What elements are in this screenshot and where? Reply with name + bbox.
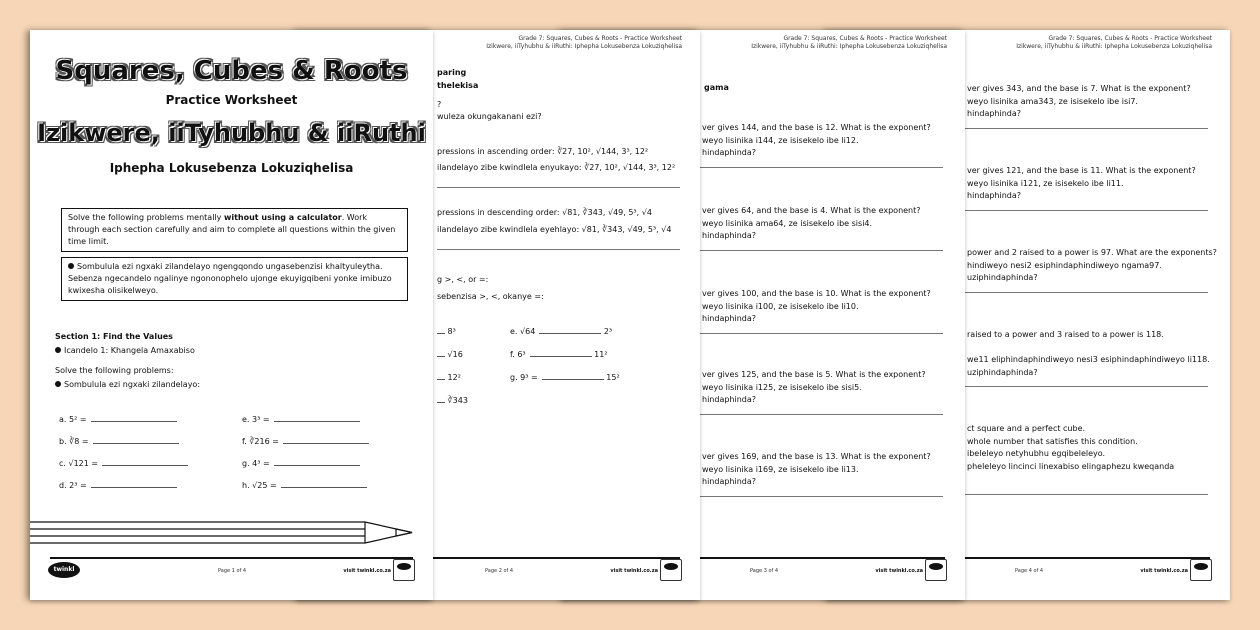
question-text: ver gives 125, and the base is 5. What is the exponent? (702, 370, 926, 379)
answer-blank[interactable] (437, 333, 445, 334)
answer-blank[interactable] (437, 402, 445, 403)
question-text: hindiweyo nesi2 esiphindaphindiweyo ngama97. (967, 260, 1162, 270)
visit-link[interactable]: visit twinkl.co.za (1140, 568, 1188, 574)
page-number: Page 3 of 4 (750, 568, 779, 574)
header-line: Izikwere, iiTyhubhu & iiRuthi: Iphepha Lokusebenza Lokuziqhelisa (1016, 43, 1212, 50)
problem-item (242, 437, 369, 446)
question-text: raised to a power and 3 raised to a power is 118. (967, 330, 1164, 339)
answer-blank[interactable] (91, 487, 177, 488)
question-text: pheleleyo lincinci linexabiso elingaphezu kweqanda (967, 461, 1175, 471)
question-text: ver gives 343, and the base is 7. What is the exponent? (967, 84, 1191, 93)
answer-blank[interactable] (539, 333, 601, 334)
compare-value: 15² (606, 373, 620, 382)
twinkl-logo: twinkl (48, 562, 80, 578)
question-text: uziphindaphinda? (967, 367, 1038, 377)
problem-item (59, 481, 177, 490)
page-header (751, 35, 947, 51)
section-title: Section 1: Find the Values (55, 332, 173, 341)
answer-line[interactable] (965, 210, 1208, 211)
question-text: hindaphinda? (702, 395, 757, 404)
worksheet-title-xh: Izikwere, iiTyhubhu & iiRuthi (37, 119, 426, 147)
page-number: Page 2 of 4 (485, 568, 514, 574)
page-number: Page 1 of 4 (218, 568, 247, 574)
question-text: hindaphinda? (702, 477, 757, 486)
answer-blank[interactable] (437, 356, 445, 357)
answer-blank[interactable] (274, 421, 360, 422)
question-text-xh: ilandelayo zibe kwindlela eyehlayo: √81, ∛343, √49, 5³, √4 (437, 225, 672, 234)
compare-expr: f. 6³ (510, 350, 526, 359)
answer-line[interactable] (700, 414, 943, 415)
answer-blank[interactable] (281, 487, 367, 488)
problem-item (242, 415, 360, 424)
question-text: hindaphinda? (702, 314, 757, 323)
compare-item (510, 373, 620, 382)
worksheet-page-1 (30, 30, 433, 600)
instructions-box-xh (61, 257, 408, 301)
question-text: pressions in descending order: √81, ∛343, √49, 5³, √4 (437, 208, 652, 217)
header-line: Izikwere, iiTyhubhu & iiRuthi: Iphepha Lokusebenza Lokuziqhelisa (751, 43, 947, 50)
problem-item (242, 459, 360, 468)
instruction: Solve the following problems: (55, 366, 174, 375)
section-heading: paring (437, 68, 467, 77)
answer-blank[interactable] (542, 379, 604, 380)
compare-expr: g. 9³ = (510, 373, 538, 382)
visit-link[interactable]: visit twinkl.co.za (610, 568, 658, 574)
footer-rule (50, 557, 413, 559)
page-number: Page 4 of 4 (1015, 568, 1044, 574)
question-text: hindaphinda? (967, 191, 1022, 200)
page-header (486, 35, 682, 51)
answer-blank[interactable] (91, 421, 177, 422)
question-text: hindaphinda? (967, 109, 1022, 118)
instruction-xh: sebenzisa >, <, okanye =: (437, 292, 544, 301)
question-text: ver gives 121, and the base is 11. What is the exponent? (967, 166, 1196, 175)
twinkl-badge-icon (1190, 559, 1212, 581)
answer-line[interactable] (700, 333, 943, 334)
question-text: weyo lisinika i100, ze isisekelo ibe li10. (702, 301, 859, 311)
answer-line[interactable] (965, 494, 1208, 495)
instructions-box (61, 208, 408, 252)
twinkl-badge-icon (925, 559, 947, 581)
compare-value: 2³ (603, 327, 613, 336)
question-text: ibeleleyo netyhubhu egqibeleleyo. (967, 449, 1106, 458)
worksheet-subtitle-xh: Iphepha Lokusebenza Lokuziqhelisa (109, 161, 354, 175)
question-text-xh: ilandelayo zibe kwindlela enyukayo: ∛27, 10², √144, 3³, 12² (437, 163, 676, 172)
answer-line[interactable] (965, 292, 1208, 293)
instruction-xh: Sombulula ezi ngxaki zilandelayo: (64, 380, 201, 389)
problem-text: d. 2³ = (59, 481, 87, 490)
pencil-icon (30, 521, 420, 545)
question-text: weyo lisinika ama64, ze isisekelo ibe sisi4. (702, 218, 873, 228)
answer-line[interactable] (700, 167, 943, 168)
question-text: ver gives 144, and the base is 12. What is the exponent? (702, 123, 931, 132)
answer-blank[interactable] (102, 465, 188, 466)
twinkl-badge-icon (660, 559, 682, 581)
question-text: weyo lisinika i121, ze isisekelo ibe li11. (967, 178, 1124, 188)
question-text: hindaphinda? (702, 148, 757, 157)
header-line: Grade 7: Squares, Cubes & Roots - Practice Worksheet (518, 35, 682, 42)
question-text: ver gives 64, and the base is 4. What is the exponent? (702, 206, 921, 215)
answer-line[interactable] (437, 249, 680, 250)
question-text: ver gives 169, and the base is 13. What is the exponent? (702, 452, 931, 461)
header-line: Grade 7: Squares, Cubes & Roots - Practice Worksheet (783, 35, 947, 42)
bullet-icon (68, 263, 74, 269)
compare-item (433, 327, 456, 336)
question-text: uziphindaphinda? (967, 273, 1038, 282)
worksheet-title: Squares, Cubes & Roots (55, 56, 408, 86)
question-text: pressions in ascending order: ∛27, 10², √144, 3³, 12² (437, 147, 649, 156)
problem-item (242, 481, 367, 490)
visit-link[interactable]: visit twinkl.co.za (343, 568, 391, 574)
bullet-icon (55, 347, 61, 353)
question-text: weyo lisinika i144, ze isisekelo ibe li12. (702, 135, 859, 145)
compare-item (433, 396, 468, 405)
problem-text: c. √121 = (59, 459, 99, 468)
compare-expr: e. √64 (510, 327, 536, 336)
instr-text: Solve the following problems mentally (68, 213, 224, 222)
question-text: we11 eliphindaphindiweyo nesi3 esiphindaphindiweyo li118. (967, 355, 1210, 364)
question-text: power and 2 raised to a power is 97. What are the exponents? (967, 248, 1217, 257)
compare-value: 8³ (447, 327, 456, 336)
answer-blank[interactable] (437, 379, 445, 380)
problem-item (59, 437, 179, 446)
question-text: hindaphinda? (702, 231, 757, 240)
answer-line[interactable] (965, 386, 1208, 387)
header-line: Grade 7: Squares, Cubes & Roots - Practice Worksheet (1048, 35, 1212, 42)
text: ? (437, 100, 442, 109)
answer-line[interactable] (700, 496, 943, 497)
worksheet-subtitle: Practice Worksheet (165, 93, 298, 107)
instr-bold: without using a calculator (223, 213, 342, 222)
question-text: ct square and a perfect cube. (967, 424, 1086, 433)
answer-blank[interactable] (274, 465, 360, 466)
page-header (1016, 35, 1212, 51)
answer-line[interactable] (437, 187, 680, 188)
question-text: whole number that satisfies this condition. (967, 436, 1138, 446)
answer-blank[interactable] (283, 443, 369, 444)
section-heading-xh: thelekisa (437, 81, 479, 90)
problem-text: a. 5² = (59, 415, 87, 424)
problem-item (59, 415, 177, 424)
visit-link[interactable]: visit twinkl.co.za (875, 568, 923, 574)
compare-value: 11² (594, 350, 608, 359)
section-title-xh: Icandelo 1: Khangela Amaxabiso (64, 346, 195, 355)
answer-line[interactable] (700, 250, 943, 251)
question-text: weyo lisinika i125, ze isisekelo ibe sisi5. (702, 382, 862, 392)
problem-text: e. 3³ = (242, 415, 270, 424)
compare-item (510, 350, 608, 359)
problem-text: h. √25 = (242, 481, 277, 490)
text: wuleza okungakanani ezi? (437, 112, 542, 121)
problem-text: b. ∛8 = (59, 437, 89, 446)
section-heading: gama (704, 83, 729, 92)
problem-item (59, 459, 188, 468)
compare-item (433, 373, 461, 382)
answer-blank[interactable] (530, 356, 592, 357)
instr-text-xh: Sombulula ezi ngxaki zilandelayo ngengqondo ungasebenzisi khaltyuleytha. Sebenza ngecandelo ngalinye ngononophelo ujonge ekuyigqibeni yonke imibuzo kwixesha olisikelweyo. (68, 262, 392, 295)
instruction: g >, <, or =: (437, 275, 489, 284)
answer-line[interactable] (965, 128, 1208, 129)
question-text: weyo lisinika ama343, ze isisekelo ibe isi7. (967, 96, 1138, 106)
question-text: ver gives 100, and the base is 10. What is the exponent? (702, 289, 931, 298)
answer-blank[interactable] (93, 443, 179, 444)
bullet-icon (55, 381, 61, 387)
question-text: weyo lisinika i169, ze isisekelo ibe li13. (702, 464, 859, 474)
compare-value: ∛343 (447, 396, 468, 405)
compare-item (433, 350, 463, 359)
compare-item (510, 327, 612, 336)
twinkl-badge-icon (393, 559, 415, 581)
instr-text: . Work through each section carefully and aim to complete all questions within the given time limit. (68, 213, 396, 246)
problem-text: f. ∛216 = (242, 437, 279, 446)
problem-text: g. 4³ = (242, 459, 270, 468)
header-line: Izikwere, iiTyhubhu & iiRuthi: Iphepha Lokusebenza Lokuziqhelisa (486, 43, 682, 50)
compare-value: √16 (447, 350, 463, 359)
compare-value: 12² (447, 373, 461, 382)
